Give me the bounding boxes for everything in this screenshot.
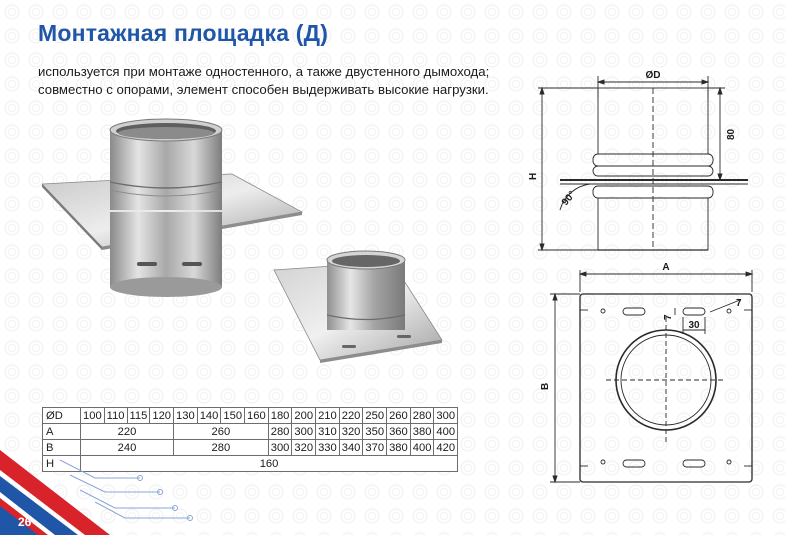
- row-a-label: A: [43, 424, 81, 440]
- offset-label: 7: [736, 298, 742, 309]
- diameter-cell: 120: [150, 408, 174, 424]
- description-line-2: совместно с опорами, элемент способен выдерживать высокие нагрузки.: [38, 82, 489, 97]
- row-b-group1: 240: [81, 440, 174, 456]
- diameter-cell: 260: [387, 408, 411, 424]
- diameter-cell: 110: [104, 408, 127, 424]
- row-a-cell: 380: [410, 424, 434, 440]
- row-a-cell: 350: [363, 424, 387, 440]
- row-a-cell: 300: [292, 424, 316, 440]
- row-a-cell: 400: [434, 424, 458, 440]
- row-b-label: B: [43, 440, 81, 456]
- row-b-cell: 320: [292, 440, 316, 456]
- diameter-cell: 220: [339, 408, 363, 424]
- diameter-cell: 300: [434, 408, 458, 424]
- row-h-value: 160: [81, 456, 458, 472]
- diameter-cell: 140: [197, 408, 221, 424]
- diameter-cell: 200: [292, 408, 316, 424]
- height-h-label: H: [528, 172, 539, 180]
- diameter-cell: 180: [268, 408, 292, 424]
- row-b-group2: 280: [174, 440, 269, 456]
- row-a-cell: 360: [387, 424, 411, 440]
- row-a-group1: 220: [81, 424, 174, 440]
- row-h-label: H: [43, 456, 81, 472]
- diameter-cell: 210: [316, 408, 340, 424]
- row-b-cell: 300: [268, 440, 292, 456]
- angle-label: 90°: [559, 189, 579, 208]
- row-b-cell: 340: [339, 440, 363, 456]
- description-line-1: используется при монтаже одностенного, а также двустенного дымохода;: [38, 64, 490, 79]
- row-a-cell: 280: [268, 424, 292, 440]
- row-a-group2: 260: [174, 424, 269, 440]
- table-header-row: [43, 408, 458, 424]
- height-80-label: 80: [726, 128, 737, 140]
- diameter-header: ØD: [43, 408, 81, 424]
- diameter-cell: 280: [410, 408, 434, 424]
- row-b-cell: 420: [434, 440, 458, 456]
- row-a-cell: 310: [316, 424, 340, 440]
- top-view-drawing: [540, 262, 785, 487]
- side-view-drawing: [520, 68, 785, 263]
- diameter-cell: 130: [174, 408, 198, 424]
- row-b-cell: 400: [410, 440, 434, 456]
- product-photo-small: [272, 240, 447, 375]
- page-title: Монтажная площадка (Д): [38, 20, 329, 46]
- slot-width-label: 30: [688, 320, 700, 331]
- row-b-cell: 370: [363, 440, 387, 456]
- depth-b-label: B: [540, 382, 551, 390]
- row-a-cell: 320: [339, 424, 363, 440]
- diameter-cell: 160: [245, 408, 269, 424]
- slot-height-label: 7: [663, 314, 674, 320]
- width-a-label: A: [662, 262, 670, 273]
- product-description: [38, 63, 538, 99]
- row-b-cell: 380: [387, 440, 411, 456]
- page-number: 26: [18, 515, 32, 529]
- row-b-cell: 330: [316, 440, 340, 456]
- diameter-cell: 115: [127, 408, 150, 424]
- diameter-cell: 100: [81, 408, 105, 424]
- diameter-cell: 150: [221, 408, 245, 424]
- diameter-cell: 250: [363, 408, 387, 424]
- diameter-label: ØD: [645, 70, 661, 81]
